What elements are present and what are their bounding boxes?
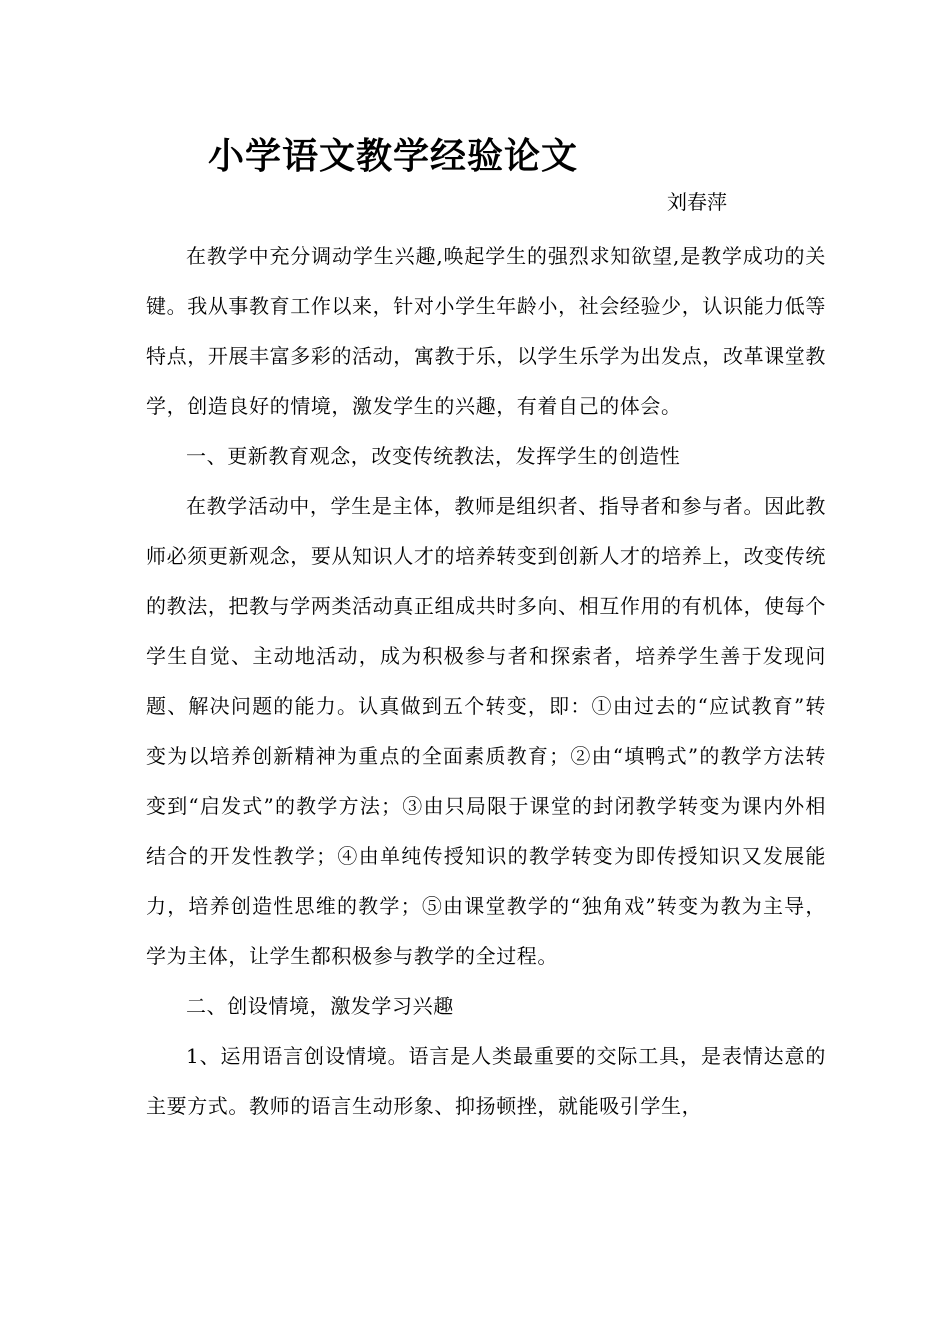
intro-paragraph: 在教学中充分调动学生兴趣,唤起学生的强烈求知欲望,是教学成功的关键。我从事教育工作以来，针对小学生年龄小，社会经验少，认识能力低等特点，开展丰富多彩的活动，寓教于乐，以学生乐学为出发点，改革课堂教学，创造良好的情境，激发学生的兴趣，有着自己的体会。 [146,244,826,418]
document-author: 刘春萍 [667,190,727,214]
section-heading-2: 二、创设情境，激发学习兴趣 [186,994,454,1018]
document-body [146,231,826,1131]
section-2-paragraph: 1、运用语言创设情境。语言是人类最重要的交际工具，是表情达意的主要方式。教师的语言生动形象、抑扬顿挫，就能吸引学生， [146,1044,826,1118]
section-1-paragraph: 在教学活动中，学生是主体，教师是组织者、指导者和参与者。因此教师必须更新观念，要从知识人才的培养转变到创新人才的培养上，改变传统的教法，把教与学两类活动真正组成共时多向、相互作用的有机体，使每个学生自觉、主动地活动，成为积极参与者和探索者，培养学生善于发现问题、解决问题的能力。认真做到五个转变，即：①由过去的“应试教育”转变为以培养创新精神为重点的全面素质教育；②由“填鸭式”的教学方法转变到“启发式”的教学方法；③由只局限于课堂的封闭教学转变为课内外相结合的开发性教学；④由单纯传授知识的教学转变为即传授知识又发展能力，培养创造性思维的教学；⑤由课堂教学的“独角戏”转变为教为主导，学为主体，让学生都积极参与教学的全过程。 [146,494,826,968]
section-heading-1: 一、更新教育观念，改变传统教法，发挥学生的创造性 [186,444,681,468]
document-title: 小学语文教学经验论文 [208,135,579,177]
